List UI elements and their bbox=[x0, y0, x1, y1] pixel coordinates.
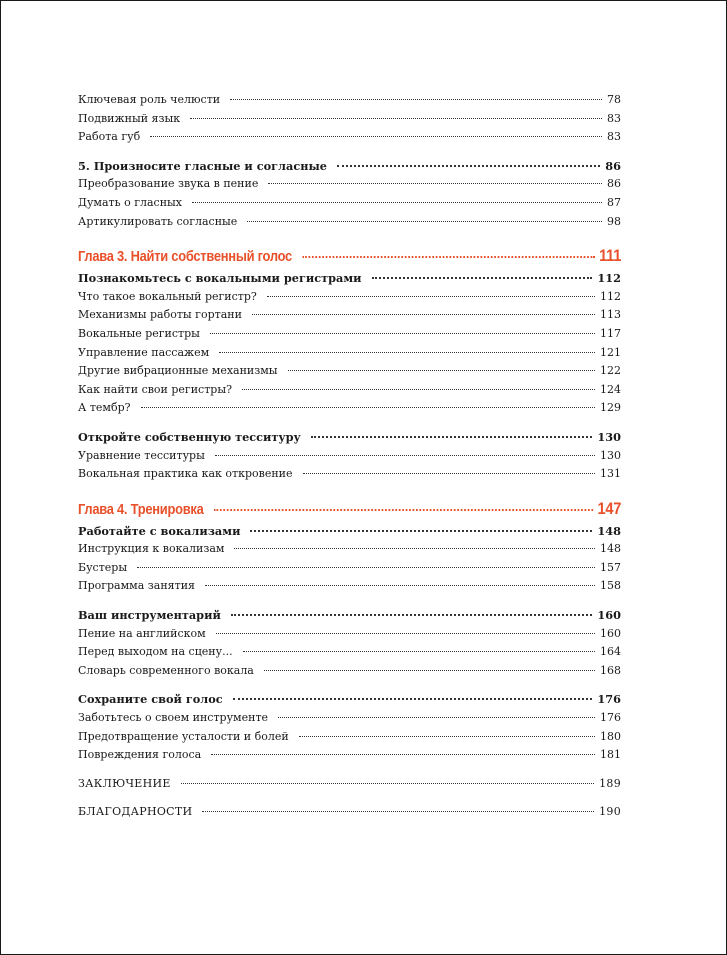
toc-entry[interactable]: Артикулировать согласные 98 bbox=[78, 214, 621, 228]
dot-leader bbox=[216, 633, 595, 634]
toc-entry[interactable]: Словарь современного вокала 168 bbox=[78, 663, 621, 677]
toc-section[interactable]: Ваш инструментарий 160 bbox=[78, 608, 621, 623]
dot-leader bbox=[211, 754, 595, 755]
toc-section[interactable]: Работайте с вокализами 148 bbox=[78, 523, 621, 538]
dot-leader bbox=[181, 783, 594, 784]
dot-leader bbox=[302, 256, 594, 258]
dot-leader bbox=[303, 473, 595, 474]
dot-leader bbox=[205, 585, 595, 586]
dot-leader bbox=[337, 165, 600, 167]
toc-entry[interactable]: Предотвращение усталости и болей 180 bbox=[78, 729, 621, 743]
toc-entry[interactable]: Повреждения голоса 181 bbox=[78, 748, 621, 762]
toc-section[interactable]: 5. Произносите гласные и согласные 86 bbox=[78, 158, 621, 173]
dot-leader bbox=[267, 296, 595, 297]
toc-conclusion[interactable]: ЗАКЛЮЧЕНИЕ 189 bbox=[78, 776, 621, 790]
toc-entry[interactable]: А тембр? 129 bbox=[78, 401, 621, 415]
dot-leader bbox=[234, 548, 595, 549]
dot-leader bbox=[215, 455, 595, 456]
dot-leader bbox=[202, 811, 594, 812]
toc-entry[interactable]: Программа занятия 158 bbox=[78, 579, 621, 593]
dot-leader bbox=[264, 670, 595, 671]
dot-leader bbox=[311, 436, 593, 438]
dot-leader bbox=[268, 183, 602, 184]
dot-leader bbox=[219, 352, 595, 353]
dot-leader bbox=[252, 314, 595, 315]
toc-chapter[interactable]: Глава 3. Найти собственный голос 111 bbox=[78, 246, 622, 266]
dot-leader bbox=[192, 202, 602, 203]
toc-entry[interactable]: Что такое вокальный регистр? 112 bbox=[78, 289, 621, 303]
dot-leader bbox=[231, 614, 593, 616]
toc-entry[interactable]: Ключевая роль челюсти 78 bbox=[78, 93, 621, 106]
toc-entry[interactable]: Как найти свои регистры? 124 bbox=[78, 382, 621, 396]
toc-entry[interactable]: Преобразование звука в пение 86 bbox=[78, 177, 621, 191]
dot-leader bbox=[137, 567, 595, 568]
toc-entry[interactable]: Уравнение тесситуры 130 bbox=[78, 448, 621, 462]
dot-leader bbox=[141, 407, 595, 408]
dot-leader bbox=[288, 370, 595, 371]
toc-entry[interactable]: Вокальные регистры 117 bbox=[78, 326, 621, 340]
toc-section[interactable]: Откройте собственную тесситуру 130 bbox=[78, 429, 621, 444]
toc-entry[interactable]: Пение на английском 160 bbox=[78, 626, 621, 640]
dot-leader bbox=[243, 651, 595, 652]
dot-leader bbox=[190, 118, 602, 119]
dot-leader bbox=[214, 509, 593, 511]
dot-leader bbox=[299, 736, 595, 737]
toc-entry[interactable]: Механизмы работы гортани 113 bbox=[78, 308, 621, 322]
toc-entry[interactable]: Подвижный язык 83 bbox=[78, 111, 621, 125]
dot-leader bbox=[233, 698, 593, 700]
dot-leader bbox=[372, 277, 593, 279]
toc-acknowledgements[interactable]: БЛАГОДАРНОСТИ 190 bbox=[78, 805, 621, 819]
toc-entry[interactable]: Заботьтесь о своем инструменте 176 bbox=[78, 711, 621, 725]
toc-section[interactable]: Познакомьтесь с вокальными регистрами 112 bbox=[78, 271, 621, 286]
toc-entry[interactable]: Вокальная практика как откровение 131 bbox=[78, 467, 621, 481]
toc-entry[interactable]: Другие вибрационные механизмы 122 bbox=[78, 364, 621, 378]
dot-leader bbox=[278, 717, 595, 718]
toc-entry[interactable]: Работа губ 83 bbox=[78, 130, 621, 144]
table-of-contents bbox=[78, 91, 621, 822]
toc-entry[interactable]: Инструкция к вокализам 148 bbox=[78, 542, 621, 556]
dot-leader bbox=[247, 221, 602, 222]
dot-leader bbox=[250, 530, 592, 532]
dot-leader bbox=[210, 333, 595, 334]
dot-leader bbox=[230, 99, 602, 100]
toc-entry[interactable]: Управление пассажем 121 bbox=[78, 345, 621, 359]
toc-entry[interactable]: Думать о гласных 87 bbox=[78, 195, 621, 209]
toc-entry[interactable]: Перед выходом на сцену... 164 bbox=[78, 645, 621, 659]
toc-chapter[interactable]: Глава 4. Тренировка 147 bbox=[78, 498, 622, 518]
dot-leader bbox=[242, 389, 595, 390]
toc-section[interactable]: Сохраните свой голос 176 bbox=[78, 692, 621, 707]
dot-leader bbox=[150, 136, 602, 137]
toc-entry[interactable]: Бустеры 157 bbox=[78, 560, 621, 574]
